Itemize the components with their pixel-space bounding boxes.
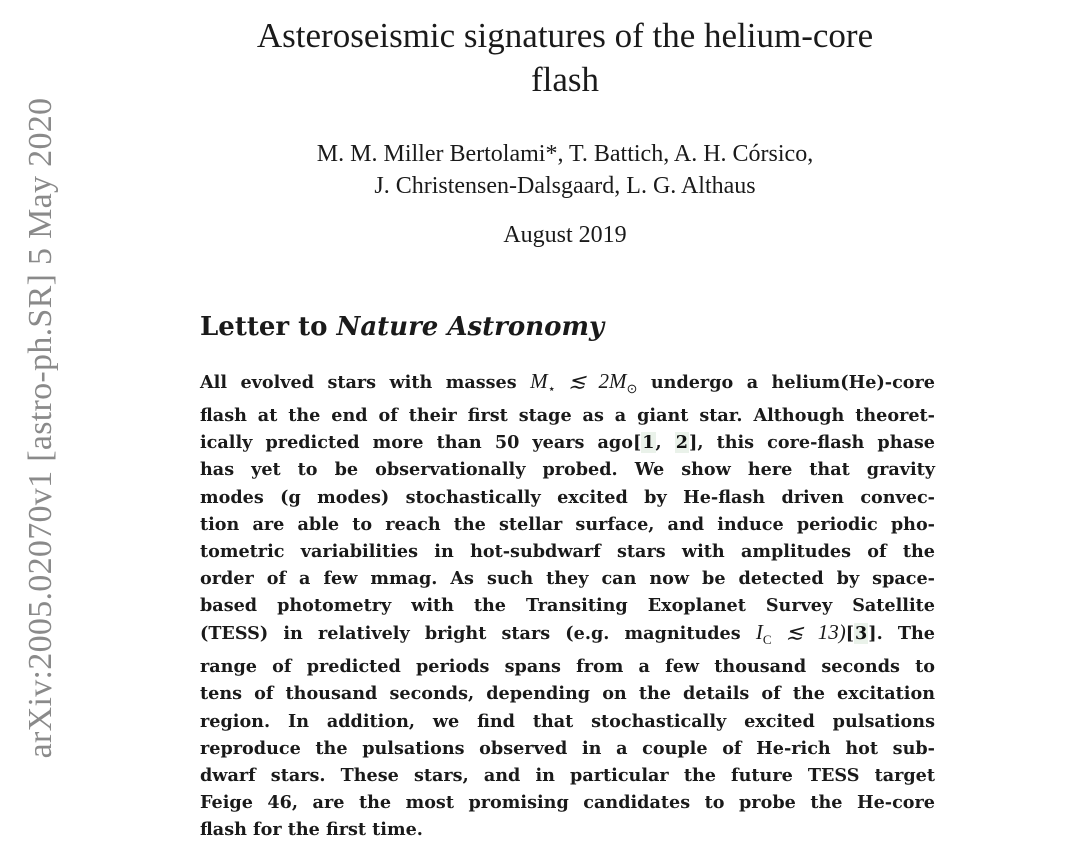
math-symbol: M (530, 369, 548, 393)
abstract-line: tion are able to reach the stellar surface, and induce periodic pho- (200, 513, 935, 535)
section-heading (200, 312, 604, 342)
abstract-line (200, 368, 935, 402)
abstract-paragraph (200, 368, 935, 843)
math-relation: ≲ 13) (771, 620, 846, 645)
mass-expression (530, 369, 638, 397)
abstract-line: tens of thousand seconds, depending on the details of the excitation (200, 683, 935, 705)
section-prefix: Letter to (200, 312, 337, 342)
math-subscript: ⊙ (626, 381, 638, 397)
abstract-line: reproduce the pulsations observed in a couple of He-rich hot sub- (200, 737, 935, 759)
journal-name: Nature Astronomy (336, 312, 605, 342)
citation-link-1[interactable]: 1 (642, 432, 655, 454)
magnitude-expression (755, 620, 846, 648)
arxiv-identifier-stamp: arXiv:2005.02070v1 [astro-ph.SR] 5 May 2020 (22, 97, 59, 759)
abstract-line (200, 619, 935, 653)
abstract-line: tometric variabilities in hot-subdwarf stars with amplitudes of the (200, 540, 935, 562)
abstract-text: [ (845, 623, 855, 645)
abstract-line: based photometry with the Transiting Exoplanet Survey Satellite (200, 594, 935, 616)
author-list (210, 138, 920, 202)
abstract-line: flash at the end of their first stage as a giant star. Although theoret- (200, 405, 935, 427)
abstract-line: Feige 46, are the most promising candidates to probe the He-core (200, 791, 935, 813)
abstract-text: All evolved stars with masses (200, 372, 531, 393)
abstract-line: region. In addition, we find that stochastically excited pulsations (200, 710, 935, 732)
paper-date: August 2019 (503, 222, 627, 248)
citation-link-3[interactable]: 3 (855, 623, 868, 645)
abstract-text: ], this core-flash phase (689, 432, 935, 454)
abstract-text: (TESS) in relatively bright stars (e.g. magnitudes (200, 623, 756, 645)
abstract-line: has yet to be observationally probed. We show here that gravity (200, 459, 935, 481)
math-symbol: I (755, 620, 763, 645)
abstract-line: modes (g modes) stochastically excited by He-flash driven convec- (200, 486, 935, 508)
abstract-line: flash for the first time. (200, 818, 423, 840)
author-line: M. M. Miller Bertolami*, T. Battich, A. H. Córsico, (316, 141, 814, 167)
abstract-line (200, 429, 935, 456)
paper-title-line: Asteroseismic signatures of the helium-core (256, 16, 874, 55)
citation-link-2[interactable]: 2 (675, 432, 689, 454)
abstract-line: dwarf stars. These stars, and in particular the future TESS target (200, 764, 935, 786)
abstract-text: undergo a helium(He)-core (637, 372, 935, 393)
math-symbol: M (609, 369, 627, 393)
paper-title (210, 14, 920, 102)
math-subscript: C (762, 632, 772, 648)
abstract-line: range of predicted periods spans from a few thousand seconds to (200, 656, 935, 678)
paper-title-line: flash (530, 60, 600, 99)
author-line: J. Christensen-Dalsgaard, L. G. Althaus (374, 173, 756, 199)
abstract-text: ]. The (868, 623, 936, 645)
math-relation: ≲ 2 (555, 369, 609, 393)
abstract-line: order of a few mmag. As such they can now be detected by space- (200, 567, 935, 589)
abstract-text: , (655, 432, 675, 454)
abstract-text: ically predicted more than 50 years ago[ (200, 432, 642, 454)
math-subscript: ⋆ (547, 381, 556, 397)
